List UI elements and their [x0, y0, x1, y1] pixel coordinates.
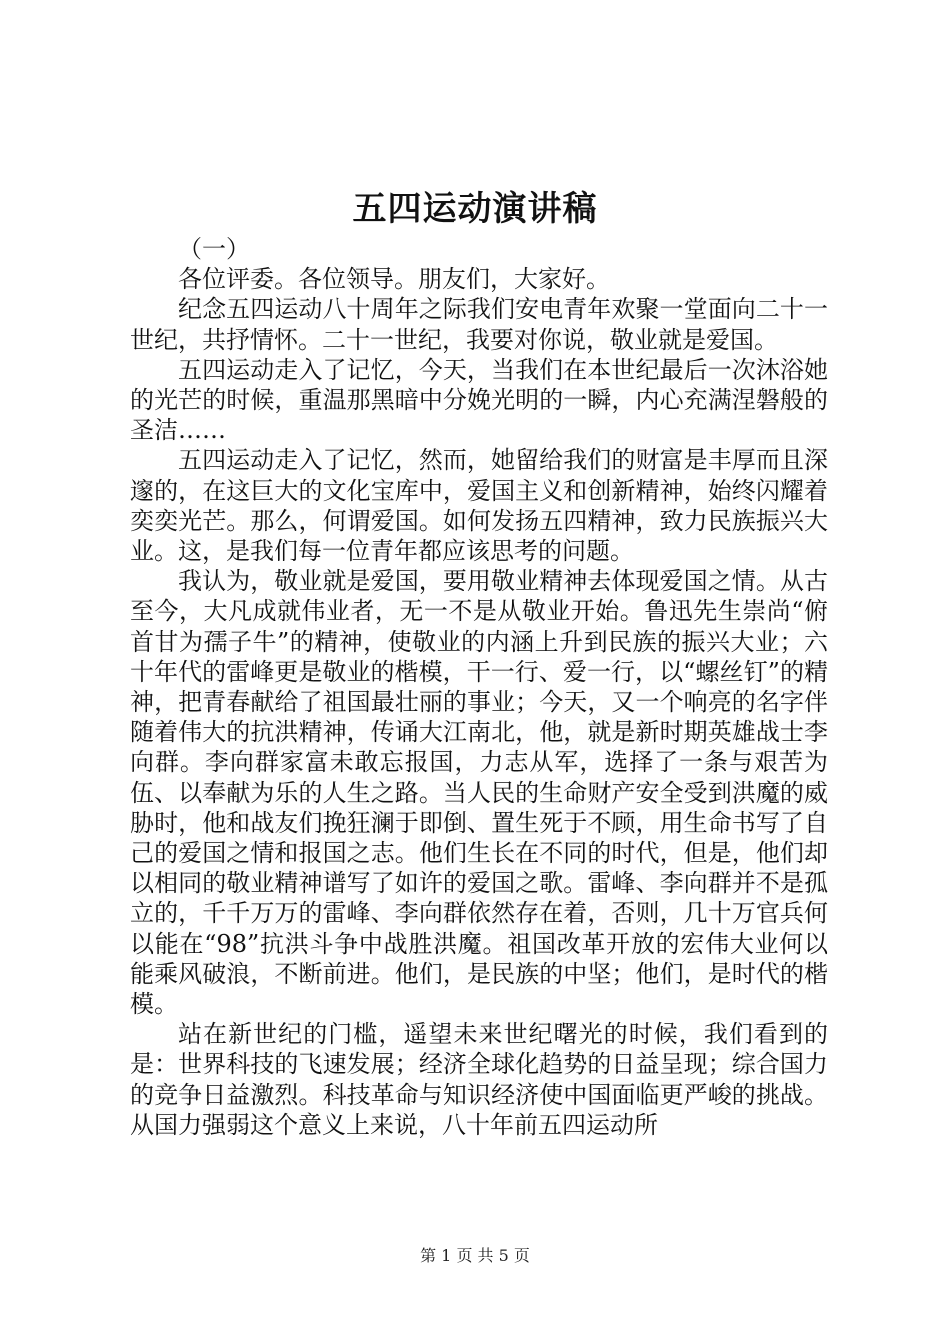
paragraph-3: 五四运动走入了记忆，然而，她留给我们的财富是丰厚而且深邃的，在这巨大的文化宝库中，爱国主义和创新精神，始终闪耀着奕奕光芒。那么，何谓爱国。如何发扬五四精神，致力民族振兴大业。这，是我们每一位青年都应该思考的问题。	[130, 446, 828, 566]
document-body	[130, 234, 828, 1140]
paragraph-2: 五四运动走入了记忆，今天，当我们在本世纪最后一次沐浴她的光芒的时候，重温那黑暗中分娩光明的一瞬，内心充满涅磐般的圣洁……	[130, 355, 828, 445]
section-mark: （一）	[178, 235, 250, 263]
paragraph-5: 站在新世纪的门槛，遥望未来世纪曙光的时候，我们看到的是：世界科技的飞速发展；经济全球化趋势的日益呈现；综合国力的竞争日益激烈。科技革命与知识经济使中国面临更严峻的挑战。从国力强弱这个意义上来说，八十年前五四运动所	[130, 1020, 828, 1139]
document-title: 五四运动演讲稿	[352, 189, 598, 229]
paragraph-greeting: 各位评委。各位领导。朋友们，大家好。	[178, 265, 610, 294]
paragraph-4: 我认为，敬业就是爱国，要用敬业精神去体现爱国之情。从古至今，大凡成就伟业者，无一不是从敬业开始。鲁迅先生崇尚“俯首甘为孺子牛”的精神，使敬业的内涵上升到民族的振兴大业；六十年代的雷峰更是敬业的楷模，干一行、爱一行，以“螺丝钉”的精神，把青春献给了祖国最壮丽的事业；今天，又一个响亮的名字伴随着伟大的抗洪精神，传诵大江南北，他，就是新时期英雄战士李向群。李向群家富未敢忘报国，力志从军，选择了一条与艰苦为伍、以奉献为乐的人生之路。当人民的生命财产安全受到洪魔的威胁时，他和战友们挽狂澜于即倒、置生死于不顾，用生命书写了自己的爱国之情和报国之志。他们生长在不同的时代，但是，他们却以相同的敬业精神谱写了如许的爱国之歌。雷峰、李向群并不是孤立的，千千万万的雷峰、李向群依然存在着，否则，几十万官兵何以能在“98”抗洪斗争中战胜洪魔。祖国改革开放的宏伟大业何以能乘风破浪，不断前进。他们，是民族的中坚；他们，是时代的楷模。	[130, 567, 828, 1019]
paragraph-1: 纪念五四运动八十周年之际我们安电青年欢聚一堂面向二十一世纪，共抒情怀。二十一世纪，我要对你说，敬业就是爱国。	[130, 295, 828, 354]
page-footer: 第 1 页 共 5 页	[420, 1246, 530, 1265]
